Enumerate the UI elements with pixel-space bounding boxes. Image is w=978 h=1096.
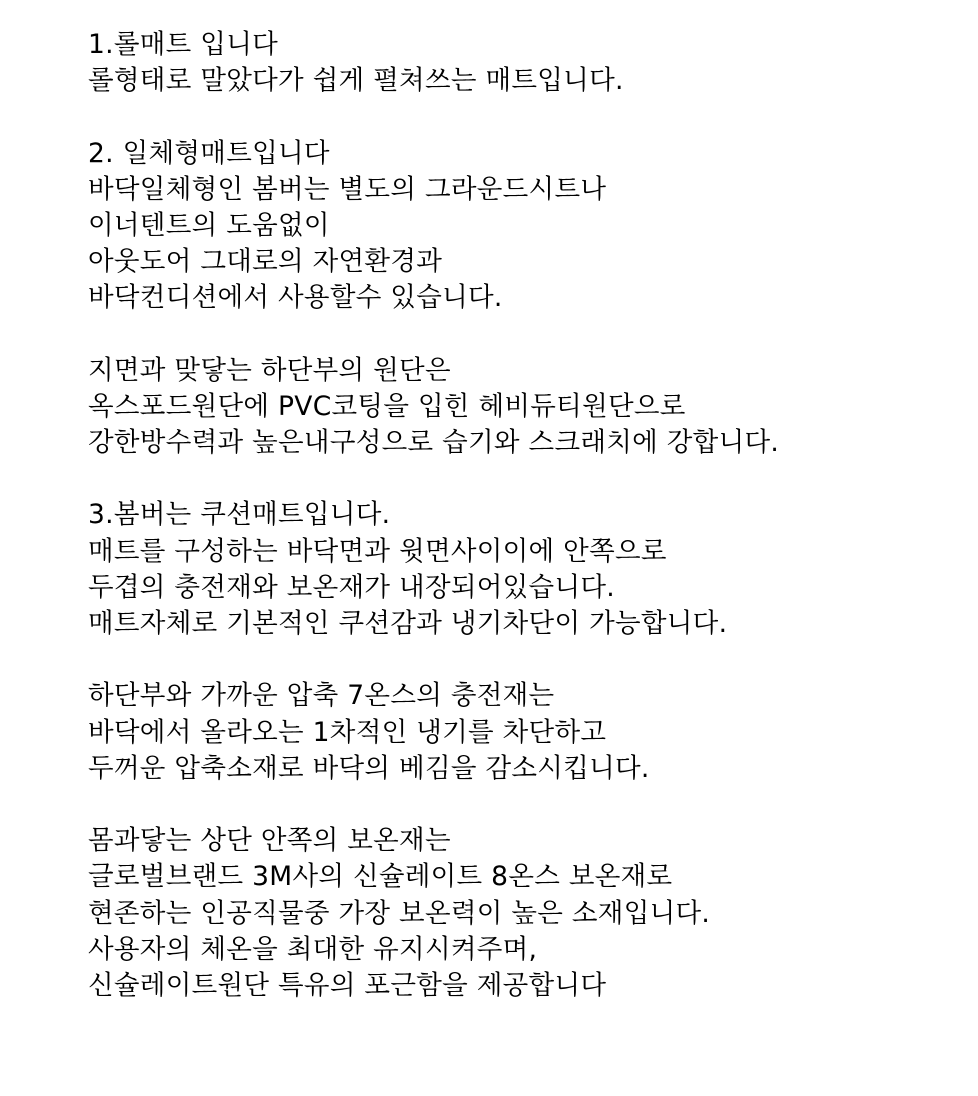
paragraph-line: 현존하는 인공직물중 가장 보온력이 높은 소재입니다. xyxy=(88,897,711,929)
paragraph-line: 매트를 구성하는 바닥면과 윗면사이이에 안쪽으로 xyxy=(88,535,667,567)
paragraph-spacer xyxy=(88,99,968,135)
paragraph-spacer xyxy=(88,317,968,353)
paragraph-spacer xyxy=(88,787,968,823)
paragraph-filler xyxy=(88,678,968,787)
paragraph-heading: 2. 일체형매트입니다 xyxy=(88,137,330,169)
paragraph-line: 하단부와 가까운 압축 7온스의 충전재는 xyxy=(88,680,555,712)
paragraph-heading: 3.봄버는 쿠션매트입니다. xyxy=(88,499,391,531)
paragraph-line: 사용자의 체온을 최대한 유지시켜주며, xyxy=(88,933,538,965)
paragraph-spacer xyxy=(88,642,968,678)
paragraph-insulation xyxy=(88,823,968,1004)
paragraph-cushion-mat xyxy=(88,497,968,642)
product-description xyxy=(88,27,968,1004)
paragraph-roll-mat xyxy=(88,27,968,99)
paragraph-line: 두꺼운 압축소재로 바닥의 베김을 감소시킵니다. xyxy=(88,752,650,784)
paragraph-line: 몸과닿는 상단 안쪽의 보온재는 xyxy=(88,825,451,857)
paragraph-line: 지면과 맞닿는 하단부의 원단은 xyxy=(88,354,451,386)
paragraph-bottom-fabric xyxy=(88,353,968,462)
paragraph-line: 두겹의 충전재와 보온재가 내장되어있습니다. xyxy=(88,571,615,603)
paragraph-line: 글로벌브랜드 3M사의 신슐레이트 8온스 보온재로 xyxy=(88,861,673,893)
paragraph-spacer xyxy=(88,461,968,497)
paragraph-line: 강한방수력과 높은내구성으로 습기와 스크래치에 강합니다. xyxy=(88,427,780,459)
paragraph-integrated-mat xyxy=(88,136,968,317)
paragraph-line: 바닥에서 올라오는 1차적인 냉기를 차단하고 xyxy=(88,716,607,748)
paragraph-line: 매트자체로 기본적인 쿠션감과 냉기차단이 가능합니다. xyxy=(88,608,728,639)
paragraph-heading: 1.롤매트 입니다 xyxy=(88,29,279,60)
paragraph-line: 바닥일체형인 봄버는 별도의 그라운드시트나 xyxy=(88,173,607,205)
paragraph-line: 옥스포드원단에 PVC코팅을 입힌 헤비듀티원단으로 xyxy=(88,390,686,422)
paragraph-line: 아웃도어 그대로의 자연환경과 xyxy=(88,246,443,278)
paragraph-line: 신슐레이트원단 특유의 포근함을 제공합니다 xyxy=(88,969,607,1001)
paragraph-line: 바닥컨디션에서 사용할수 있습니다. xyxy=(88,282,503,314)
paragraph-line: 이너텐트의 도움없이 xyxy=(88,209,330,241)
paragraph-line: 롤형태로 말았다가 쉽게 펼쳐쓰는 매트입니다. xyxy=(88,65,624,97)
